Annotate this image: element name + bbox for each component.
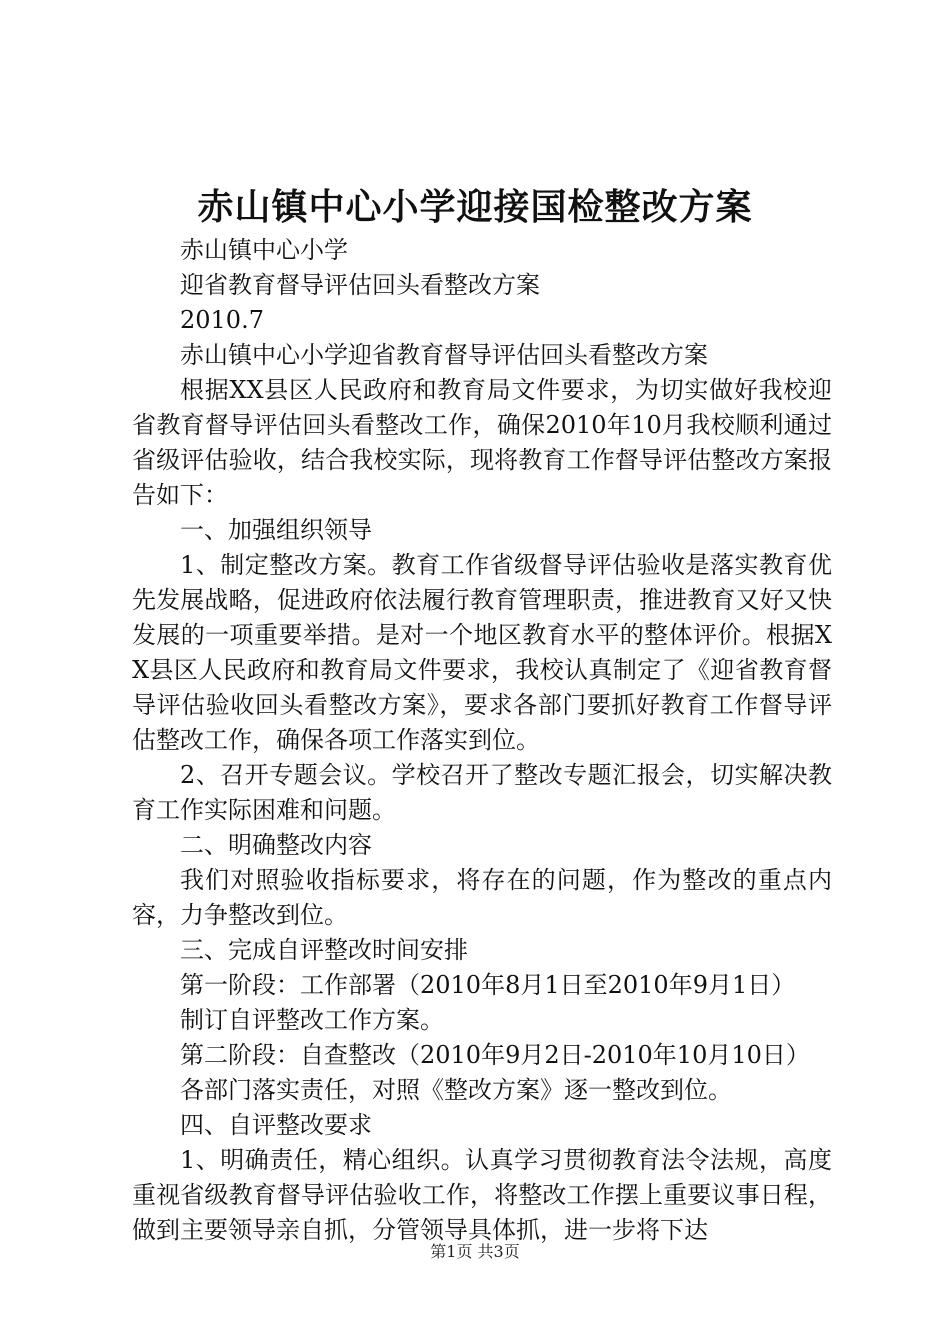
paragraph-4-1: 1、明确责任，精心组织。认真学习贯彻教育法令法规，高度重视省级教育督导评估验收工作，将整改工作摆上重要议事日程，做到主要领导亲自抓，分管领导具体抓，进一步将下达 (132, 1146, 832, 1244)
paragraph-stage-1-detail: 制订自评整改工作方案。 (180, 1006, 444, 1034)
document-body (132, 233, 832, 1248)
page-number: 第1页 共3页 (430, 1242, 520, 1261)
section-heading-2: 二、明确整改内容 (180, 831, 372, 859)
paragraph-full-title: 赤山镇中心小学迎省教育督导评估回头看整改方案 (180, 341, 708, 369)
paragraph-stage-2-detail: 各部门落实责任，对照《整改方案》逐一整改到位。 (180, 1076, 732, 1104)
paragraph-plan-name: 迎省教育督导评估回头看整改方案 (180, 271, 540, 299)
paragraph-intro: 根据XX县区人民政府和教育局文件要求，为切实做好我校迎省教育督导评估回头看整改工作，确保2010年10月我校顺利通过省级评估验收，结合我校实际，现将教育工作督导评估整改方案报告如下： (132, 376, 832, 509)
paragraph-1-2: 2、召开专题会议。学校召开了整改专题汇报会，切实解决教育工作实际困难和问题。 (132, 761, 832, 824)
paragraph-1-1: 1、制定整改方案。教育工作省级督导评估验收是落实教育优先发展战略，促进政府依法履行教育管理职责，推进教育又好又快发展的一项重要举措。是对一个地区教育水平的整体评价。根据XX县区人民政府和教育局文件要求，我校认真制定了《迎省教育督导评估验收回头看整改方案》，要求各部门要抓好教育工作督导评估整改工作，确保各项工作落实到位。 (132, 551, 832, 754)
paragraph-date: 2010.7 (180, 306, 264, 334)
paragraph-school-name: 赤山镇中心小学 (180, 236, 348, 264)
section-heading-3: 三、完成自评整改时间安排 (180, 936, 468, 964)
paragraph-stage-2: 第二阶段：自查整改（2010年9月2日-2010年10月10日） (180, 1041, 810, 1069)
section-heading-1: 一、加强组织领导 (180, 516, 372, 544)
section-heading-4: 四、自评整改要求 (180, 1111, 372, 1139)
paragraph-stage-1: 第一阶段：工作部署（2010年8月1日至2010年9月1日） (180, 971, 796, 999)
document-title: 赤山镇中心小学迎接国检整改方案 (197, 186, 753, 228)
paragraph-2: 我们对照验收指标要求，将存在的问题，作为整改的重点内容，力争整改到位。 (132, 866, 832, 929)
